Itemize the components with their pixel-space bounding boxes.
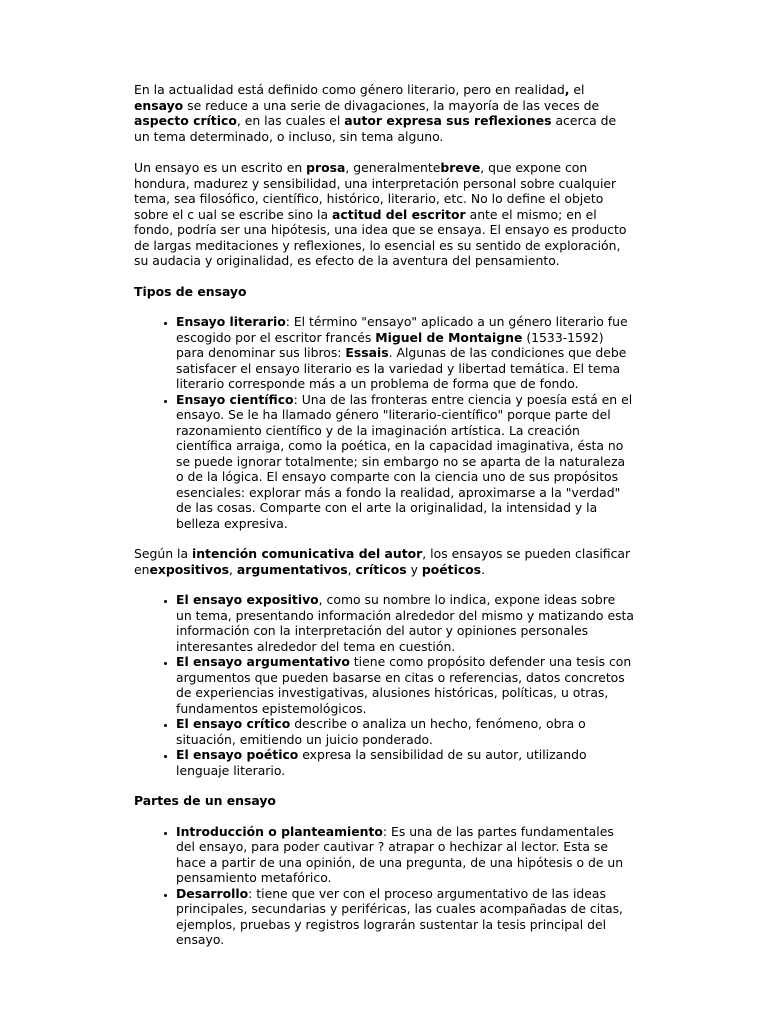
- bold-text: intención comunicativa del autor: [191, 546, 423, 561]
- text: . Algunas de las condiciones que debe satisfacer el ensayo literario es la variedad y libertad temática. El tema literario corresponde más a un problema de forma que de fondo.: [176, 345, 627, 391]
- bold-text: ,: [564, 82, 570, 97]
- text: el: [569, 82, 585, 97]
- bold-text: argumentativos: [236, 561, 348, 577]
- bold-text: prosa: [306, 160, 346, 175]
- text: (1533-1592) para denominar sus libros:: [176, 329, 604, 360]
- clasificacion-paragraph: [134, 546, 634, 577]
- text: ,: [229, 561, 237, 577]
- bold-text: Miguel de Montaigne: [375, 329, 523, 345]
- bold-text: autor expresa sus reflexiones: [344, 113, 552, 128]
- bold-text: Introducción o planteamiento: [176, 823, 383, 839]
- text: ante el mismo; en el fondo, podría ser una hipótesis, una idea que se ensaya. El ensayo es producto de largas meditaciones y reflexiones, lo esencial es su sentido de exploración, su audacia y originalidad, es efecto de la aventura del pensamiento.: [134, 206, 627, 268]
- list-item: [176, 886, 634, 948]
- bold-text: breve: [440, 160, 481, 175]
- text: se reduce a una serie de divagaciones, la mayoría de las veces de: [183, 97, 600, 113]
- text: expresa la sensibilidad de su autor, utilizando lenguaje literario.: [176, 747, 587, 778]
- text: Un ensayo es un escrito en: [134, 160, 307, 175]
- text: : Una de las fronteras entre ciencia y poesía está en el ensayo. Se le ha llamado género "literario-científico" porque parte del razonamiento científico y de la imaginación artística. La creación científica arraiga, como la poética, en la capacidad imaginativa, ésta no se puede ignorar totalmente; sin embargo no se aparta de la naturaleza o de la lógica. El ensayo comparte con la ciencia uno de sus propósitos esenciales: explorar más a fondo la realidad, aproximarse a la "verdad" de las cosas. Comparte con el arte la originalidad, la intensidad y la belleza expresiva.: [176, 391, 633, 531]
- definition-paragraph: [134, 160, 634, 269]
- text: , generalmente: [345, 160, 441, 175]
- list-item: [176, 314, 634, 392]
- text: ,: [347, 561, 356, 577]
- bold-text: Essais: [345, 345, 389, 360]
- text: describe o analiza un hecho, fenómeno, obra o situación, emitiendo un juicio ponderado.: [176, 716, 586, 747]
- intro-paragraph: [134, 82, 634, 144]
- text: , en las cuales el: [236, 113, 345, 128]
- bold-text: poéticos: [421, 561, 482, 577]
- list-item: [176, 824, 634, 886]
- text: acerca de un tema determinado, o incluso, sin tema alguno.: [134, 113, 617, 144]
- bold-text: críticos: [355, 561, 407, 577]
- list-item: [176, 747, 634, 778]
- bold-text: ensayo: [134, 97, 184, 113]
- clases-list: [134, 592, 634, 778]
- text: : Es una de las partes fundamentales del ensayo, para poder cautivar ? atrapar o hechizar al lector. Esta se hace a partir de una opinión, de una pregunta, de una hipótesis o de un pensamiento metafórico.: [176, 823, 624, 885]
- list-item: [176, 592, 634, 654]
- list-item: [176, 716, 634, 747]
- text: , los ensayos se pueden clasificar en: [134, 546, 631, 577]
- text: y: [406, 561, 422, 577]
- bold-text: aspecto crítico: [134, 113, 237, 128]
- partes-list: [134, 824, 634, 948]
- bold-text: El ensayo argumentativo: [176, 654, 350, 669]
- tipos-list: [134, 314, 634, 531]
- section-heading-tipos: Tipos de ensayo: [134, 283, 247, 299]
- text: : tiene que ver con el proceso argumentativo de las ideas principales, secundarias y periféricas, las cuales acompañadas de citas, ejemplos, pruebas y registros lograrán sustentar la tesis principal del ensayo.: [176, 885, 623, 947]
- text: : El término "ensayo" aplicado a un género literario fue escogido por el escritor francés: [176, 314, 628, 345]
- bold-text: El ensayo poético: [176, 747, 299, 762]
- bold-text: Ensayo literario: [176, 314, 286, 329]
- bold-text: El ensayo expositivo: [176, 592, 319, 607]
- document-body: [134, 82, 634, 948]
- text: tiene como propósito defender una tesis con argumentos que pueden basarse en citas o referencias, datos concretos de experiencias investigativas, alusiones históricas, políticas, u otras, fundamentos epistemológicos.: [176, 654, 632, 716]
- bold-text: Desarrollo: [176, 885, 249, 901]
- text: En la actualidad está definido como género literario, pero en realidad: [134, 82, 565, 97]
- bold-text: expositivos: [149, 561, 230, 577]
- bold-text: El ensayo crítico: [176, 716, 291, 731]
- list-item: [176, 392, 634, 532]
- list-item: [176, 654, 634, 716]
- text: Según la: [134, 546, 192, 561]
- section-heading-partes: Partes de un ensayo: [134, 793, 276, 808]
- text: , como su nombre lo indica, expone ideas sobre un tema, presentando información alrededor del mismo y matizando esta información con la interpretación del autor y opiniones personales interesantes alrededor del tema en cuestión.: [176, 592, 634, 654]
- text: , que expone con hondura, madurez y sensibilidad, una interpretación personal sobre cualquier tema, sea filosófico, científico, histórico, literario, etc. No lo define el objeto sobre el c ual se escribe sino la: [134, 160, 617, 222]
- bold-text: Ensayo científico: [176, 391, 294, 407]
- text: .: [481, 561, 486, 577]
- bold-text: actitud del escritor: [331, 206, 466, 222]
